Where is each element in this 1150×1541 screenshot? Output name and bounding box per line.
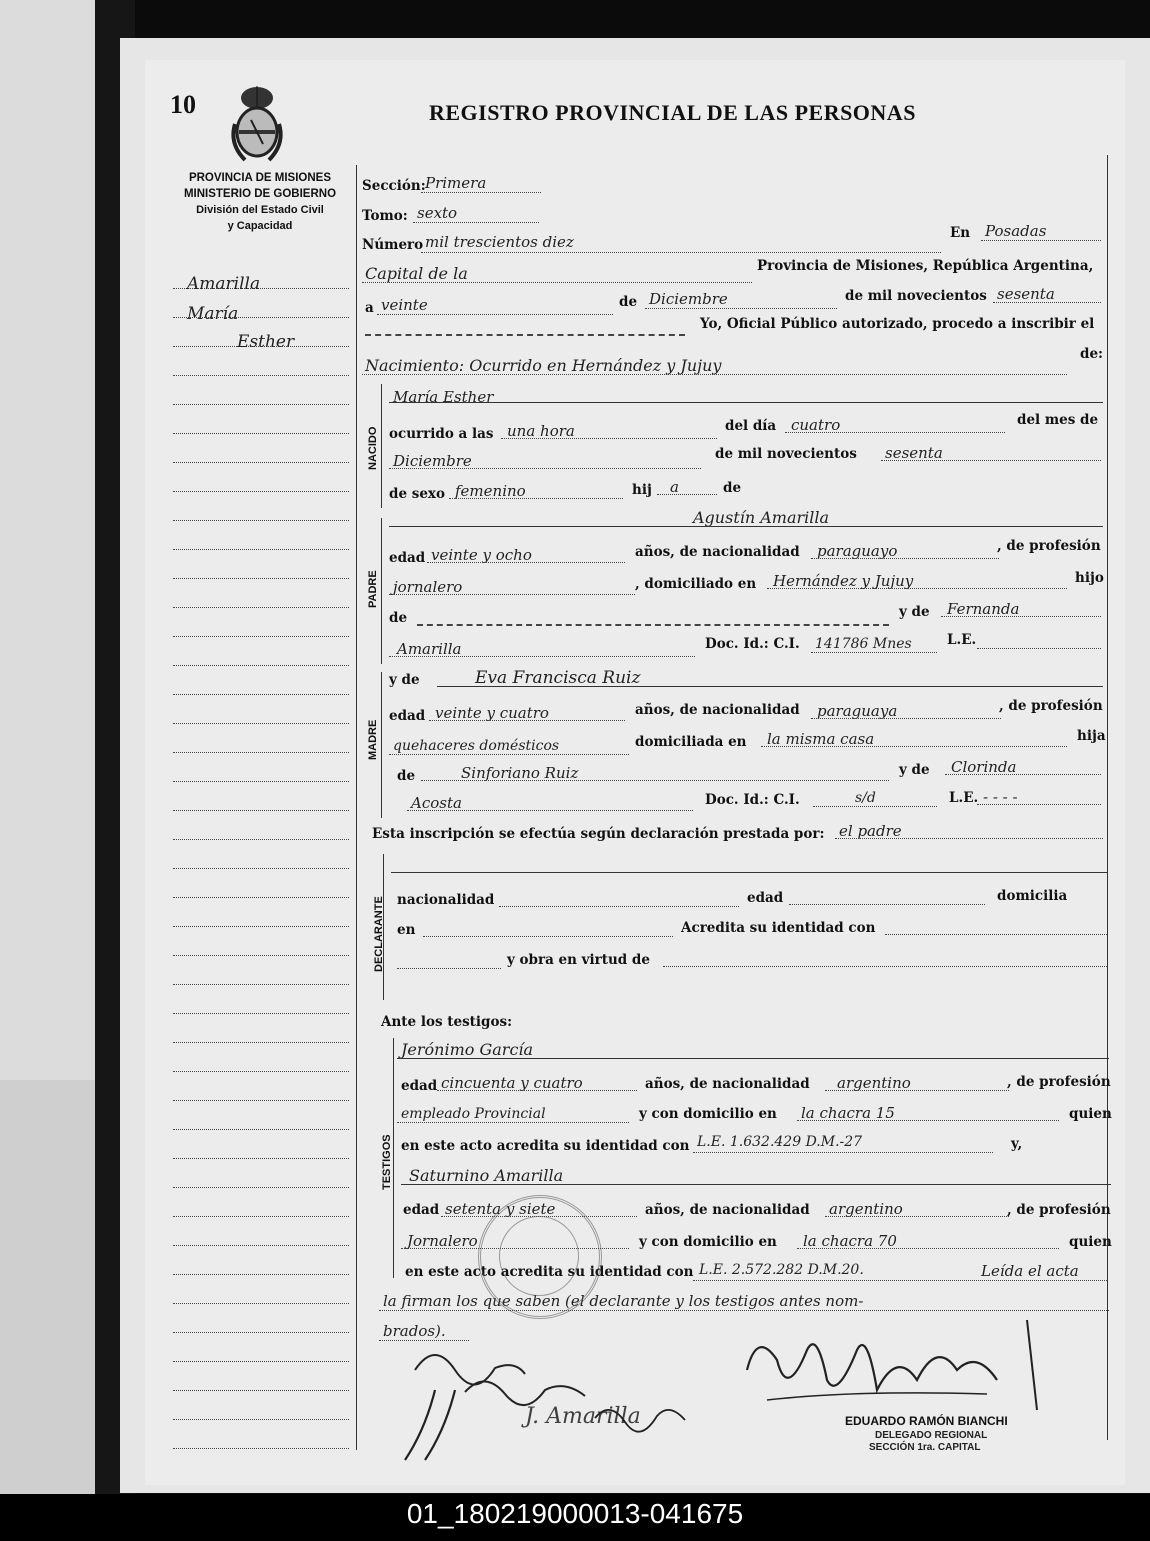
testigo2-prof-value: Jornalero [407, 1232, 478, 1250]
nacido-year-value: sesenta [885, 444, 943, 462]
testigo2-edad-label: edad [403, 1202, 440, 1218]
closing-line-2: brados). [383, 1322, 446, 1340]
testigo1-quien-label: quien [1069, 1106, 1112, 1122]
madre-le-value: - - - - [983, 788, 1018, 806]
testigos-intro: Ante los testigos: [381, 1014, 513, 1030]
margin-ruled-line [173, 491, 349, 492]
ministry-name: MINISTERIO DE GOBIERNO [183, 188, 337, 200]
form-title: REGISTRO PROVINCIAL DE LAS PERSONAS [429, 100, 916, 125]
margin-ruled-line [173, 433, 349, 434]
nacido-section-label: NACIDO [367, 426, 379, 470]
officer-title-1: DELEGADO REGIONAL [875, 1430, 988, 1441]
testigo2-doc-value: L.E. 2.572.282 D.M.20. [699, 1262, 864, 1278]
testigo1-prof-value: empleado Provincial [401, 1106, 546, 1122]
a-day-value: veinte [381, 296, 428, 314]
declarante-en-label: en [397, 922, 416, 938]
hij-value: a [670, 478, 679, 496]
padre-dom-label: , domiciliado en [635, 576, 757, 592]
declaracion-value: el padre [839, 822, 902, 840]
year-value: sesenta [997, 285, 1055, 303]
margin-first-name: María [187, 304, 239, 324]
en-value: Posadas [985, 222, 1047, 240]
numero-label: Número [362, 237, 424, 253]
main-border-left [356, 165, 357, 1450]
madre-le-label: L.E. [949, 790, 979, 806]
testigo2-nac-value: argentino [829, 1200, 903, 1218]
madre-prof-value: quehaceres domésticos [393, 738, 560, 754]
margin-second-name: Esther [237, 332, 295, 352]
margin-ruled-line [173, 665, 349, 666]
margin-ruled-line [173, 810, 349, 811]
margin-ruled-line [173, 1042, 349, 1043]
division-name: División del Estado Civil [196, 204, 324, 216]
madre-name-value: Eva Francisca Ruiz [475, 668, 641, 688]
padre-edad-value: veinte y ocho [431, 546, 532, 564]
margin-ruled-line [173, 607, 349, 608]
testigo1-acredita-label: en este acto acredita su identidad con [401, 1138, 690, 1154]
nacido-bracket [381, 384, 382, 508]
declarante-edad-label: edad [747, 890, 784, 906]
testigo1-dom-value: la chacra 15 [801, 1104, 895, 1122]
declarante-obra-label: y obra en virtud de [507, 952, 650, 968]
madre-doc-label: Doc. Id.: C.I. [705, 792, 800, 808]
margin-ruled-line [173, 984, 349, 985]
seccion-label: Sección: [362, 178, 426, 194]
dia-label: del día [725, 418, 777, 434]
margin-ruled-line [173, 1448, 349, 1449]
page-number: 10 [170, 90, 196, 119]
testigos-bracket [393, 1038, 394, 1278]
margin-ruled-line [173, 926, 349, 927]
abuela-paterna-value: Fernanda [947, 600, 1020, 618]
en-label: En [950, 225, 971, 241]
closing-line-1: la firman los que saben (el declarante y los testigos antes nom- [383, 1292, 864, 1310]
testigo1-name-value: Jerónimo García [401, 1040, 534, 1059]
abuela-paterna-apellido: Amarilla [397, 640, 462, 658]
padre-prof-value: jornalero [393, 578, 463, 596]
margin-ruled-line [173, 1013, 349, 1014]
padre-doc-label: Doc. Id.: C.I. [705, 636, 800, 652]
month-value: Diciembre [649, 290, 728, 308]
padre-prof-label: , de profesión [997, 538, 1101, 554]
officer-title-2: SECCIÓN 1ra. CAPITAL [869, 1442, 981, 1453]
margin-ruled-line [173, 1216, 349, 1217]
padre-hijo-label: hijo [1075, 570, 1104, 586]
seccion-value: Primera [425, 174, 487, 192]
margin-ruled-line [173, 955, 349, 956]
mes-label: del mes de [1017, 412, 1099, 428]
padre-section-label: PADRE [367, 570, 379, 608]
margin-ruled-line [173, 549, 349, 550]
madre-yde2-label: y de [899, 762, 930, 778]
madre-hija-label: hija [1077, 728, 1106, 744]
oficial-text: Yo, Oficial Público autorizado, procedo a inscribir el [700, 316, 1095, 332]
padre-le-label: L.E. [947, 632, 977, 648]
padre-nac-label: años, de nacionalidad [635, 544, 800, 560]
margin-ruled-line [173, 839, 349, 840]
madre-edad-value: veinte y cuatro [435, 704, 549, 722]
leida-value: Leída el acta [981, 1262, 1079, 1280]
testigo2-prof-label: , de profesión [1007, 1202, 1111, 1218]
declarante-nac-label: nacionalidad [397, 892, 495, 908]
hij-de-label: de [723, 480, 742, 496]
testigos-section-label: TESTIGOS [381, 1134, 393, 1190]
margin-ruled-line [173, 462, 349, 463]
testigo2-acredita-label: en este acto acredita su identidad con [405, 1264, 694, 1280]
province-block [165, 170, 355, 234]
testigo2-quien-label: quien [1069, 1234, 1112, 1250]
madre-dom-value: la misma casa [767, 730, 875, 748]
margin-ruled-line [173, 1274, 349, 1275]
testigo2-dom-label: y con domicilio en [639, 1234, 777, 1250]
margin-ruled-line [173, 1071, 349, 1072]
background-left-lower [0, 1080, 110, 1500]
margin-ruled-line [173, 1332, 349, 1333]
margin-surname: Amarilla [187, 274, 261, 294]
ocurrido-label: ocurrido a las [389, 426, 494, 442]
witness-signature-text: J. Amarilla [525, 1404, 641, 1429]
declarante-domicilia-label: domicilia [997, 888, 1068, 904]
madre-bracket [381, 672, 382, 818]
numero-value: mil trescientos diez [425, 233, 574, 251]
margin-ruled-line [173, 1419, 349, 1420]
hora-value: una hora [507, 422, 575, 440]
officer-name: EDUARDO RAMÓN BIANCHI [845, 1414, 1008, 1428]
testigo1-nac-label: años, de nacionalidad [645, 1076, 810, 1092]
madre-section-label: MADRE [367, 719, 379, 760]
margin-ruled-line [173, 1303, 349, 1304]
madre-prof-label: , de profesión [999, 698, 1103, 714]
document-id: 01_180219000013-041675 [406, 1498, 744, 1529]
padre-doc-value: 141786 Mnes [815, 636, 912, 652]
testigo2-edad-value: setenta y siete [445, 1200, 556, 1218]
margin-ruled-line [173, 868, 349, 869]
madre-doc-value: s/d [855, 790, 876, 806]
padre-de-label: de [389, 610, 408, 626]
madre-nac-label: años, de nacionalidad [635, 702, 800, 718]
official-seal-stamp [478, 1195, 602, 1319]
margin-ruled-line [173, 897, 349, 898]
declarante-section-label: DECLARANTE [373, 896, 385, 972]
testigo1-nac-value: argentino [837, 1074, 911, 1092]
abuela-materna-value: Clorinda [951, 758, 1017, 776]
abuela-materna-apellido: Acosta [411, 794, 462, 812]
nacido-name-value: María Esther [393, 388, 494, 406]
madre-yde-label: y de [389, 672, 420, 688]
margin-ruled-line [173, 375, 349, 376]
mil-novecientos-label: de mil novecientos [845, 288, 987, 304]
de-colon-label: de: [1080, 346, 1104, 362]
testigo1-doc-value: L.E. 1.632.429 D.M.-27 [697, 1134, 863, 1150]
testigo1-prof-label: , de profesión [1007, 1074, 1111, 1090]
sexo-label: de sexo [389, 486, 445, 502]
nacido-mes-value: Diciembre [393, 452, 472, 470]
margin-ruled-line [173, 694, 349, 695]
provincia-text: Provincia de Misiones, República Argentina, [757, 258, 1094, 274]
padre-bracket [381, 518, 382, 664]
margin-ruled-line [173, 1187, 349, 1188]
declaracion-text: Esta inscripción se efectúa según declaración prestada por: [372, 826, 825, 842]
madre-edad-label: edad [389, 708, 426, 724]
padre-dom-value: Hernández y Jujuy [773, 572, 914, 590]
margin-ruled-line [173, 1100, 349, 1101]
madre-nac-value: paraguaya [817, 702, 898, 720]
a-label: a [365, 300, 374, 316]
testigo1-edad-label: edad [401, 1078, 438, 1094]
margin-ruled-line [173, 578, 349, 579]
margin-ruled-line [173, 723, 349, 724]
nacido-mil-label: de mil novecientos [715, 446, 857, 462]
hij-label: hij [632, 482, 652, 498]
margin-ruled-line [173, 752, 349, 753]
sexo-value: femenino [455, 482, 526, 500]
madre-dom-label: domiciliada en [635, 734, 747, 750]
margin-ruled-line [173, 1390, 349, 1391]
testigo2-nac-label: años, de nacionalidad [645, 1202, 810, 1218]
padre-name-value: Agustín Amarilla [693, 508, 830, 527]
margin-ruled-line [173, 404, 349, 405]
tomo-value: sexto [417, 204, 458, 222]
testigo2-dom-value: la chacra 70 [803, 1232, 897, 1250]
declarante-acredita-label: Acredita su identidad con [681, 920, 876, 936]
testigo1-dom-label: y con domicilio en [639, 1106, 777, 1122]
acta-type-value: Nacimiento: Ocurrido en Hernández y Jujuy [365, 356, 722, 375]
margin-ruled-line [173, 636, 349, 637]
abuelo-materno-value: Sinforiano Ruiz [461, 764, 579, 782]
margin-ruled-line [173, 1158, 349, 1159]
coat-of-arms-icon [227, 84, 287, 173]
madre-de-label: de [397, 768, 416, 784]
witness-signatures [395, 1330, 695, 1475]
margin-ruled-line [173, 1245, 349, 1246]
province-name: PROVINCIA DE MISIONES [188, 172, 332, 184]
padre-yde-label: y de [899, 604, 930, 620]
margin-ruled-line [173, 520, 349, 521]
de-label: de [619, 294, 638, 310]
registry-form-page [145, 60, 1125, 1485]
tomo-label: Tomo: [362, 208, 408, 224]
padre-edad-label: edad [389, 550, 426, 566]
padre-nac-value: paraguayo [817, 542, 898, 560]
margin-ruled-line [173, 1361, 349, 1362]
testigo1-y-label: y, [1011, 1136, 1023, 1152]
division-name-2: y Capacidad [227, 220, 293, 232]
testigo1-edad-value: cincuenta y cuatro [441, 1074, 583, 1092]
testigo2-name-value: Saturnino Amarilla [409, 1166, 564, 1185]
capital-value: Capital de la [365, 264, 468, 283]
margin-ruled-line [173, 1129, 349, 1130]
dia-value: cuatro [791, 416, 841, 434]
margin-ruled-line [173, 781, 349, 782]
